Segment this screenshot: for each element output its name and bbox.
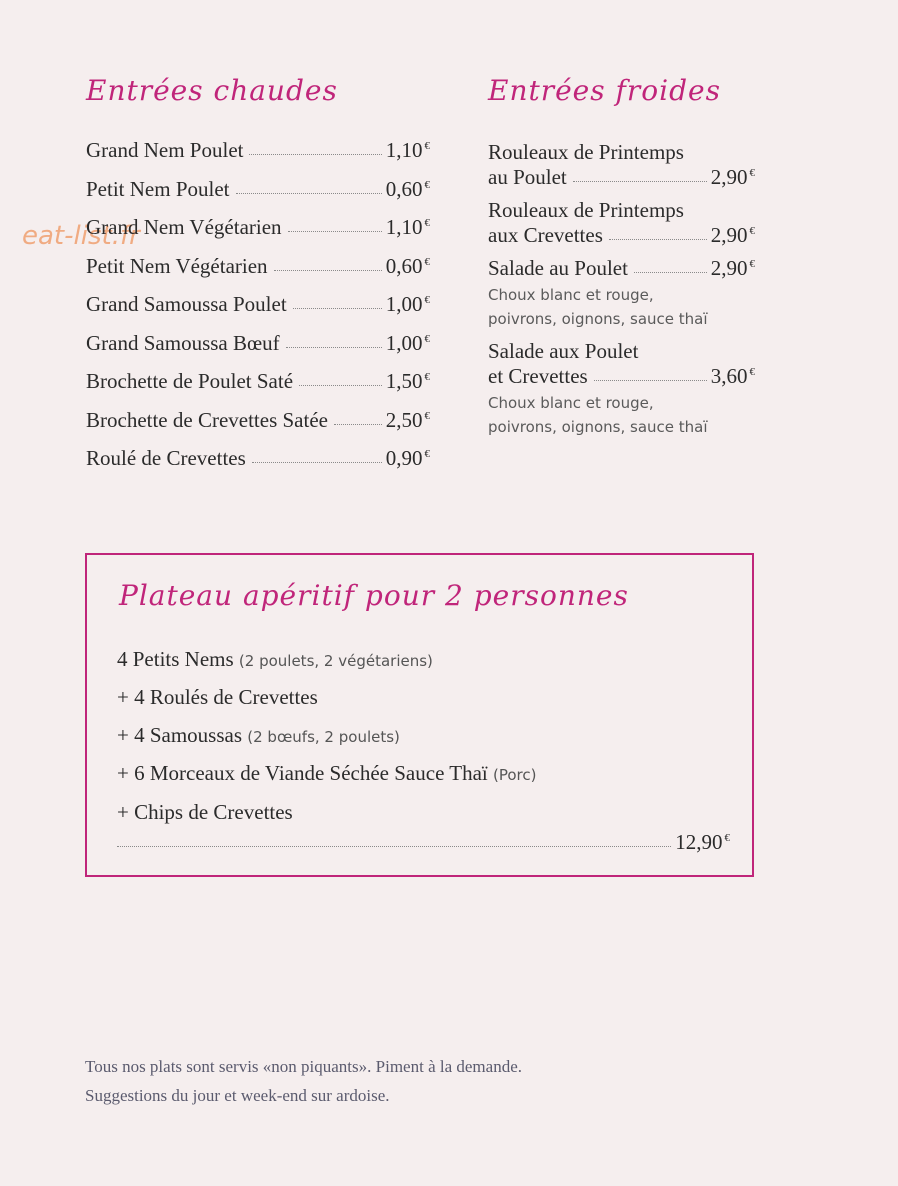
plateau-price: 12,90 € <box>675 830 730 854</box>
item-name: Grand Nem Végétarien <box>86 215 282 239</box>
menu-item <box>488 339 755 439</box>
item-name-row: Salade au Poulet 2,90 € <box>488 256 755 280</box>
menu-item <box>86 177 430 216</box>
item-name: Petit Nem Végétarien <box>86 253 268 278</box>
item-price: 2,90 € <box>710 223 755 247</box>
section-title-plateau: Plateau apéritif pour 2 personnes <box>119 579 629 612</box>
plateau-price-row <box>117 830 730 855</box>
dot-leader <box>274 270 382 271</box>
footer-line: Suggestions du jour et week-end sur ardoise. <box>85 1086 390 1105</box>
item-price: 2,90 € <box>710 165 755 189</box>
item-name: Rouleaux de Printemps <box>488 140 684 164</box>
dot-leader <box>288 231 382 232</box>
menu-item <box>86 446 430 485</box>
menu-item <box>488 140 755 190</box>
plateau-line: + 4 Samoussas (2 bœufs, 2 poulets) <box>117 723 400 747</box>
plateau-line: 4 Petits Nems (2 poulets, 2 végétariens) <box>117 647 433 671</box>
plateau-line: + 6 Morceaux de Viande Séchée Sauce Thaï (Porc) <box>117 761 537 785</box>
item-price: 1,10 € <box>385 215 430 239</box>
item-name: Grand Samoussa Poulet <box>86 292 287 316</box>
menu-item <box>488 198 755 248</box>
item-description: Choux blanc et rouge, poivrons, oignons, sauce thaï <box>488 394 708 436</box>
item-price: 3,60 € <box>710 364 755 388</box>
dot-leader <box>573 181 707 182</box>
item-name: Petit Nem Poulet <box>86 176 230 201</box>
plateau-aperitif-box <box>85 553 754 877</box>
item-price: 0,90 € <box>385 446 430 470</box>
plateau-line: + 4 Roulés de Crevettes <box>117 685 318 709</box>
watermark-logo: eat-list.fr <box>22 221 140 251</box>
item-name: Salade aux Poulet <box>488 339 639 363</box>
item-price: 1,00 € <box>385 330 430 355</box>
menu-item <box>86 369 430 408</box>
item-description: Choux blanc et rouge, poivrons, oignons, sauce thaï <box>488 286 708 328</box>
dot-leader <box>117 846 671 847</box>
dot-leader <box>293 308 382 309</box>
item-name-row: aux Crevettes 2,90 € <box>488 223 755 247</box>
item-price: 1,10 € <box>385 138 430 162</box>
item-name: Brochette de Poulet Saté <box>86 369 294 393</box>
item-price: 2,90 € <box>710 256 755 280</box>
dot-leader <box>299 385 382 386</box>
menu-item <box>86 408 430 447</box>
menu-item <box>86 138 430 177</box>
dot-leader <box>334 424 382 425</box>
section-title-entrees-froides: Entrées froides <box>488 74 721 107</box>
entrees-chaudes-list <box>86 138 430 485</box>
plateau-line: + Chips de Crevettes <box>117 800 293 824</box>
footer-line: Tous nos plats sont servis «non piquants». Piment à la demande. <box>85 1057 522 1076</box>
dot-leader <box>609 239 707 240</box>
item-price: 1,00 € <box>385 292 430 316</box>
item-name: Grand Nem Poulet <box>86 138 244 162</box>
footer-note <box>85 1052 522 1110</box>
item-name: Roulé de Crevettes <box>86 446 246 470</box>
item-name: Rouleaux de Printemps <box>488 198 684 222</box>
menu-item <box>86 331 430 370</box>
item-name-row: au Poulet 2,90 € <box>488 165 755 189</box>
dot-leader <box>594 380 707 381</box>
item-price: 2,50 € <box>385 407 430 432</box>
item-name: Brochette de Crevettes Satée <box>86 407 328 432</box>
dot-leader <box>249 154 381 155</box>
section-title-entrees-chaudes: Entrées chaudes <box>86 74 338 107</box>
dot-leader <box>286 347 382 348</box>
entrees-froides-list <box>488 140 755 447</box>
dot-leader <box>236 193 382 194</box>
dot-leader <box>634 272 707 273</box>
item-name-row: et Crevettes 3,60 € <box>488 364 755 388</box>
item-name: Grand Samoussa Bœuf <box>86 330 280 355</box>
item-price: 0,60 € <box>385 253 430 278</box>
menu-item <box>86 254 430 293</box>
menu-item <box>488 256 755 331</box>
item-price: 0,60 € <box>385 176 430 201</box>
item-price: 1,50 € <box>385 369 430 393</box>
menu-item <box>86 292 430 331</box>
dot-leader <box>252 462 382 463</box>
menu-item <box>86 215 430 254</box>
